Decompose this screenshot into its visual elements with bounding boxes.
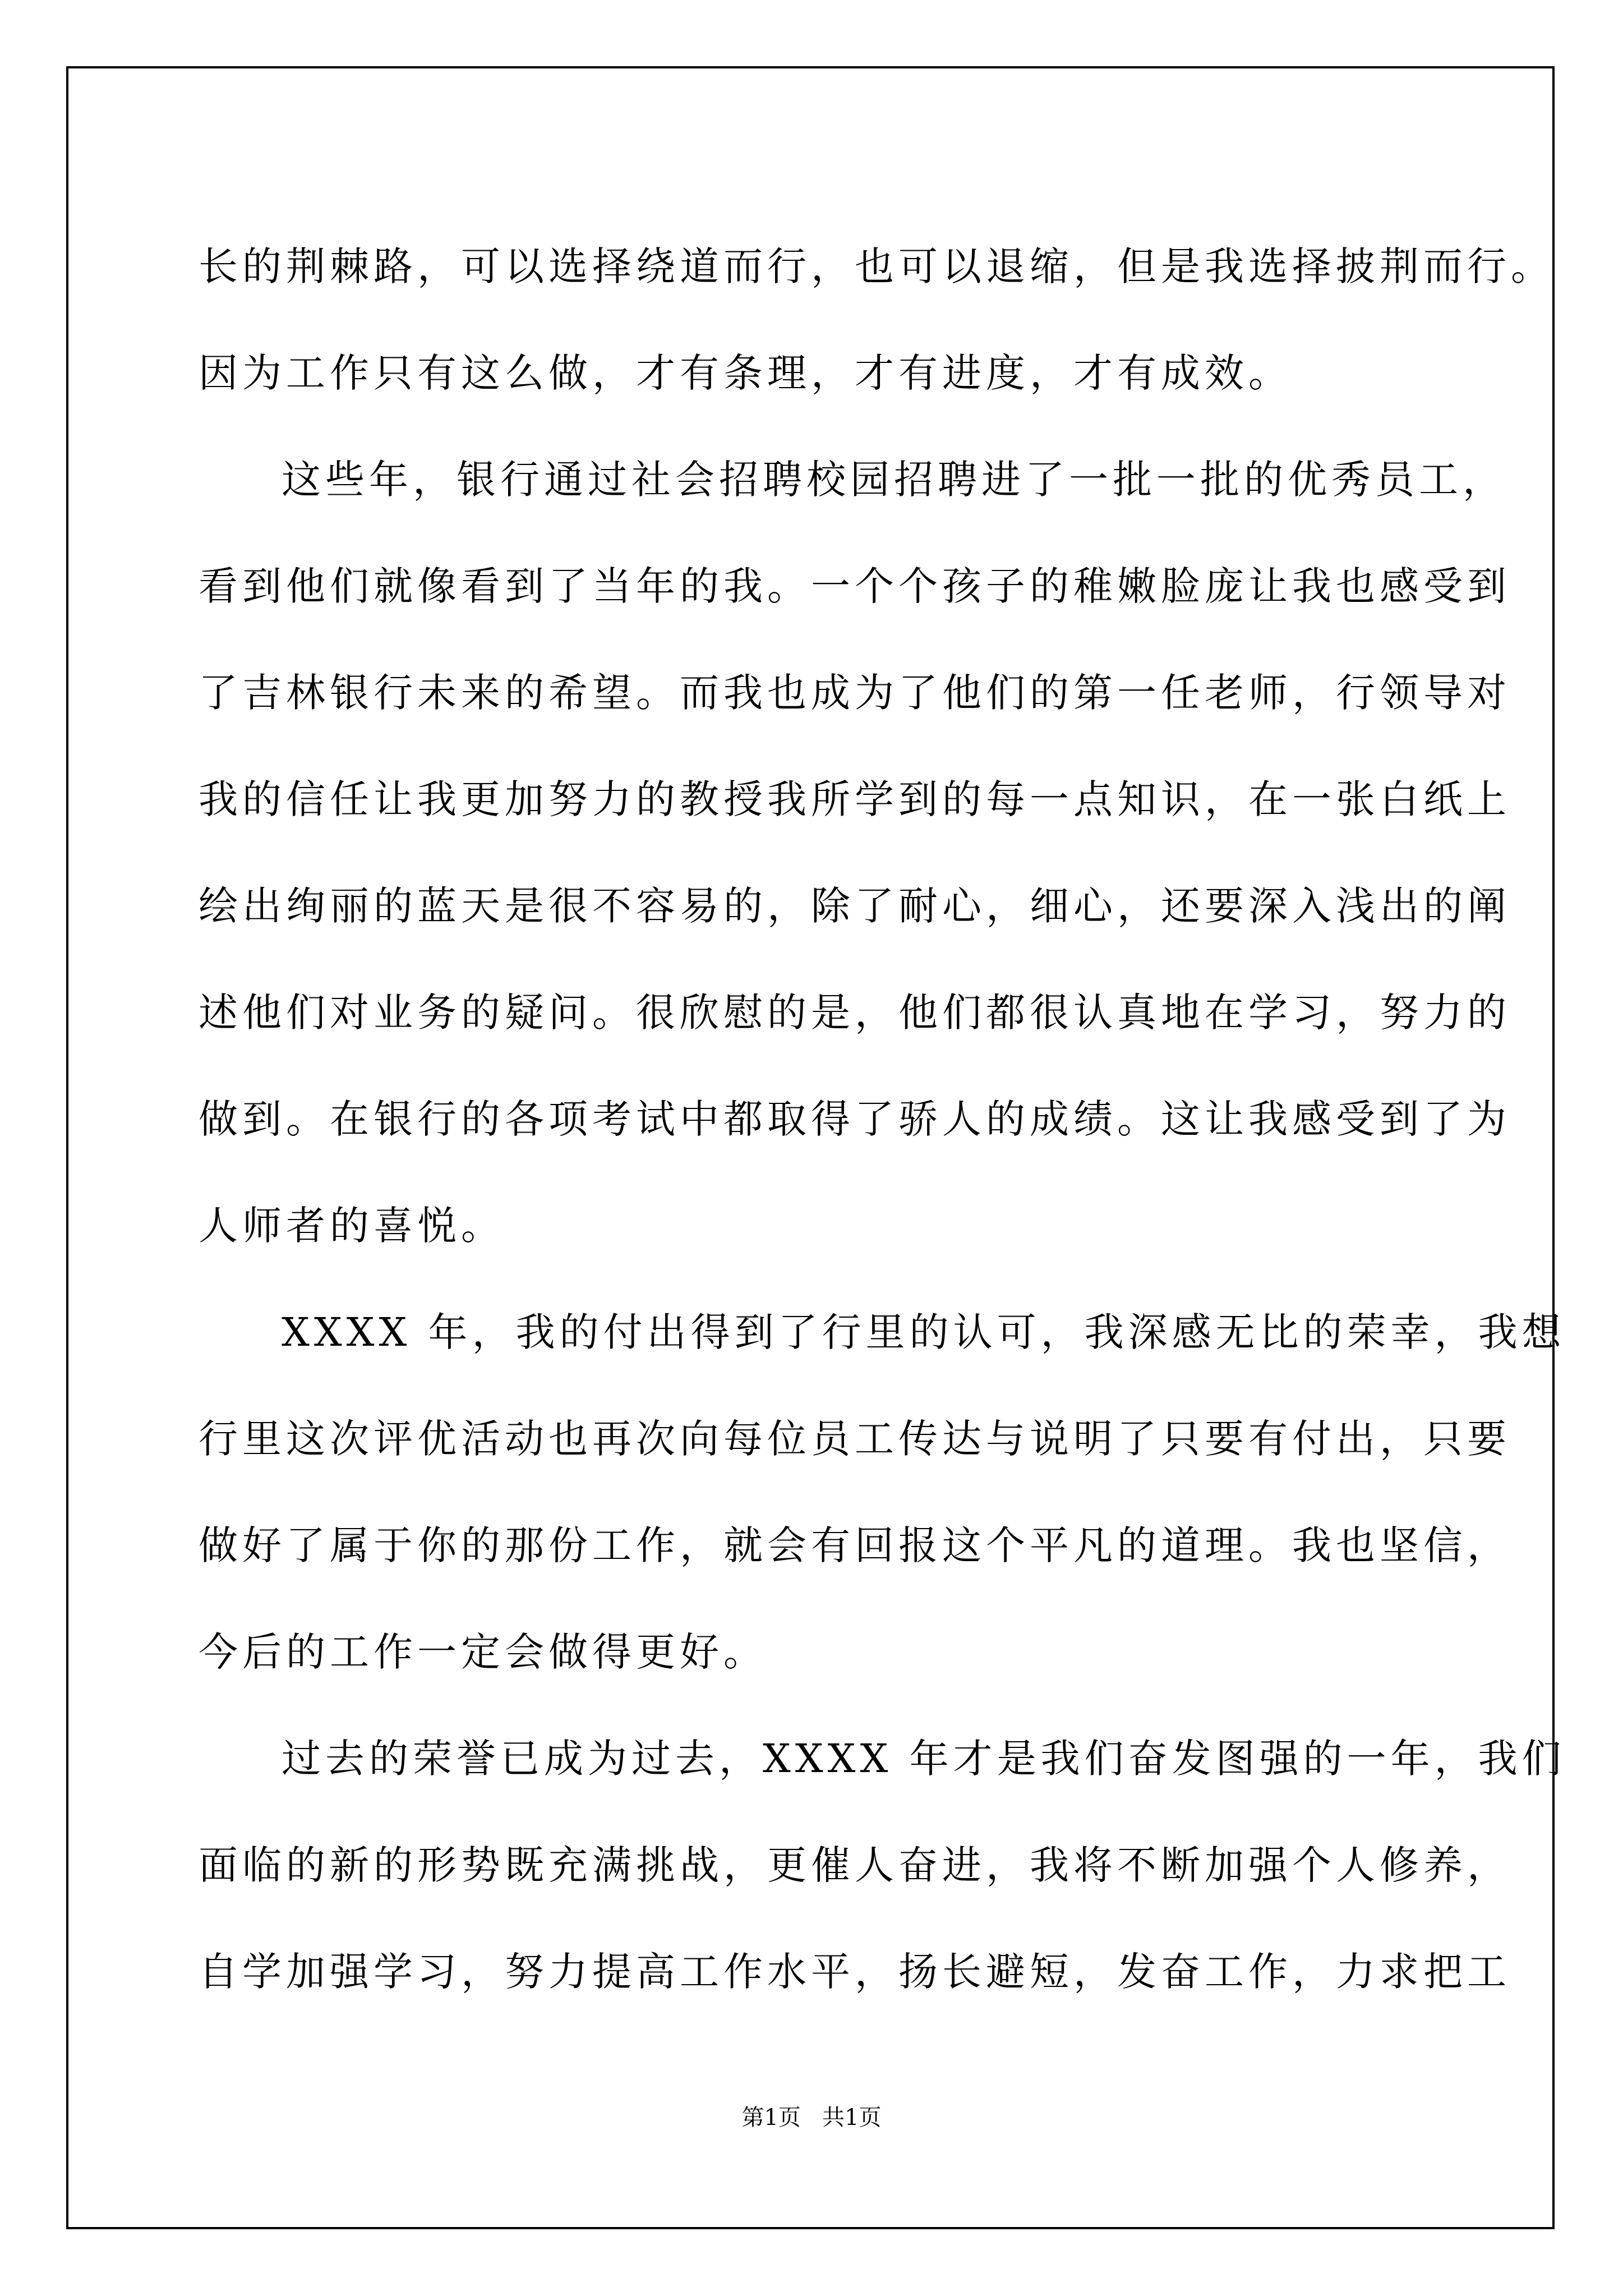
page-footer: 第1页 共1页: [741, 2105, 882, 2131]
text-line: 人师者的喜悦。: [199, 1203, 505, 1249]
text-line: 做好了属于你的那份工作，就会有回报这个平凡的道理。我也坚信，: [199, 1522, 1511, 1568]
text-line: 了吉林银行未来的希望。而我也成为了他们的第一任老师，行领导对: [199, 670, 1511, 716]
text-line: 面临的新的形势既充满挑战，更催人奋进，我将不断加强个人修养，: [199, 1842, 1511, 1888]
text-line: 今后的工作一定会做得更好。: [199, 1629, 767, 1675]
document-body: [199, 213, 1566, 2025]
paragraph-start-line: 这些年，银行通过社会招聘校园招聘进了一批一批的优秀员工，: [282, 457, 1506, 503]
paragraph-start-line: XXXX 年，我的付出得到了行里的认可，我深感无比的荣幸，我想: [282, 1309, 1566, 1355]
text-line: 行里这次评优活动也再次向每位员工传达与说明了只要有付出，只要: [199, 1416, 1511, 1462]
paragraph-start-line: 过去的荣誉已成为过去，XXXX 年才是我们奋发图强的一年，我们: [282, 1736, 1566, 1782]
text-line: 绘出绚丽的蓝天是很不容易的，除了耐心，细心，还要深入浅出的阐: [199, 883, 1511, 929]
text-line: 看到他们就像看到了当年的我。一个个孩子的稚嫩脸庞让我也感受到: [199, 563, 1511, 609]
text-line: 述他们对业务的疑问。很欣慰的是，他们都很认真地在学习，努力的: [199, 990, 1511, 1036]
text-line: 因为工作只有这么做，才有条理，才有进度，才有成效。: [199, 350, 1292, 396]
text-line: 长的荆棘路，可以选择绕道而行，也可以退缩，但是我选择披荆而行。: [199, 243, 1555, 289]
text-line: 自学加强学习，努力提高工作水平，扬长避短，发奋工作，力求把工: [199, 1949, 1511, 1995]
text-line: 做到。在银行的各项考试中都取得了骄人的成绩。这让我感受到了为: [199, 1096, 1511, 1142]
text-line: 我的信任让我更加努力的教授我所学到的每一点知识，在一张白纸上: [199, 776, 1511, 822]
